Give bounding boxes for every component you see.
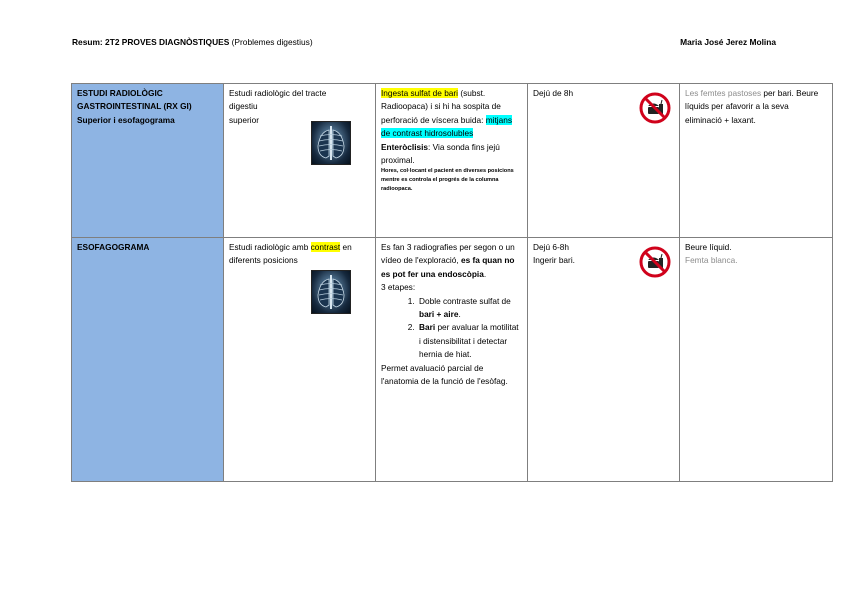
page-subtitle: (Problemes digestius) xyxy=(231,37,313,47)
steps-list xyxy=(381,295,522,362)
procedure-cell: Es fan 3 radiografies per segon o un vídeo de l'exploració, es fa quan no es pot fer una endoscòpia. 3 etapes: 1. Doble contraste sulfat de bari + aire. 2. Bari per avaluar la motilitat i distensibilitat i detectar hernia de hiat. Permet avaluació parcial de l'anatomia de la funció de l'esòfag. xyxy=(376,238,528,482)
test-name-cell: ESTUDI RADIOLÒGIC GASTROINTESTINAL (RX GI) Superior i esofagograma xyxy=(72,84,224,238)
no-food-drink-icon xyxy=(639,246,671,278)
page-title: Resum: 2T2 PROVES DIAGNÒSTIQUES (Problemes digestius) xyxy=(72,37,313,47)
description-cell: Estudi radiològic amb contrast en diferents posicions xyxy=(224,238,376,482)
test-name-cell: ESOFAGOGRAMA xyxy=(72,238,224,482)
aftercare-cell: Beure líquid. Femta blanca. xyxy=(680,238,833,482)
table-row xyxy=(72,84,833,238)
author-name: Maria José Jerez Molina xyxy=(680,37,776,47)
procedure-cell: Ingesta sulfat de bari (subst. Radioopaca) i si hi ha sospita de perforació de víscera buida: mitjans de contrast hidrosolubles Enteròclisis: Via sonda fins jejú proximal. Hores, col·locant el pacient en diverses posicions mentre es controla el progrés de la columna radioopaca. xyxy=(376,84,528,238)
preparation-cell: Dejú de 8h xyxy=(528,84,680,238)
list-item: 1. Doble contraste sulfat de bari + aire. xyxy=(417,295,522,322)
diagnostic-table xyxy=(71,83,833,482)
list-item: 2. Bari per avaluar la motilitat i distensibilitat i detectar hernia de hiat. xyxy=(417,321,522,361)
table-row xyxy=(72,238,833,482)
page-header xyxy=(72,37,776,51)
chest-xray-icon xyxy=(311,270,351,314)
description-cell: Estudi radiològic del tracte digestiu superior xyxy=(224,84,376,238)
preparation-cell: Dejú 6-8h Ingerir bari. xyxy=(528,238,680,482)
no-food-drink-icon xyxy=(639,92,671,124)
chest-xray-icon xyxy=(311,121,351,165)
aftercare-cell: Les femtes pastoses per bari. Beure líquids per afavorir a la seva eliminació + laxant. xyxy=(680,84,833,238)
